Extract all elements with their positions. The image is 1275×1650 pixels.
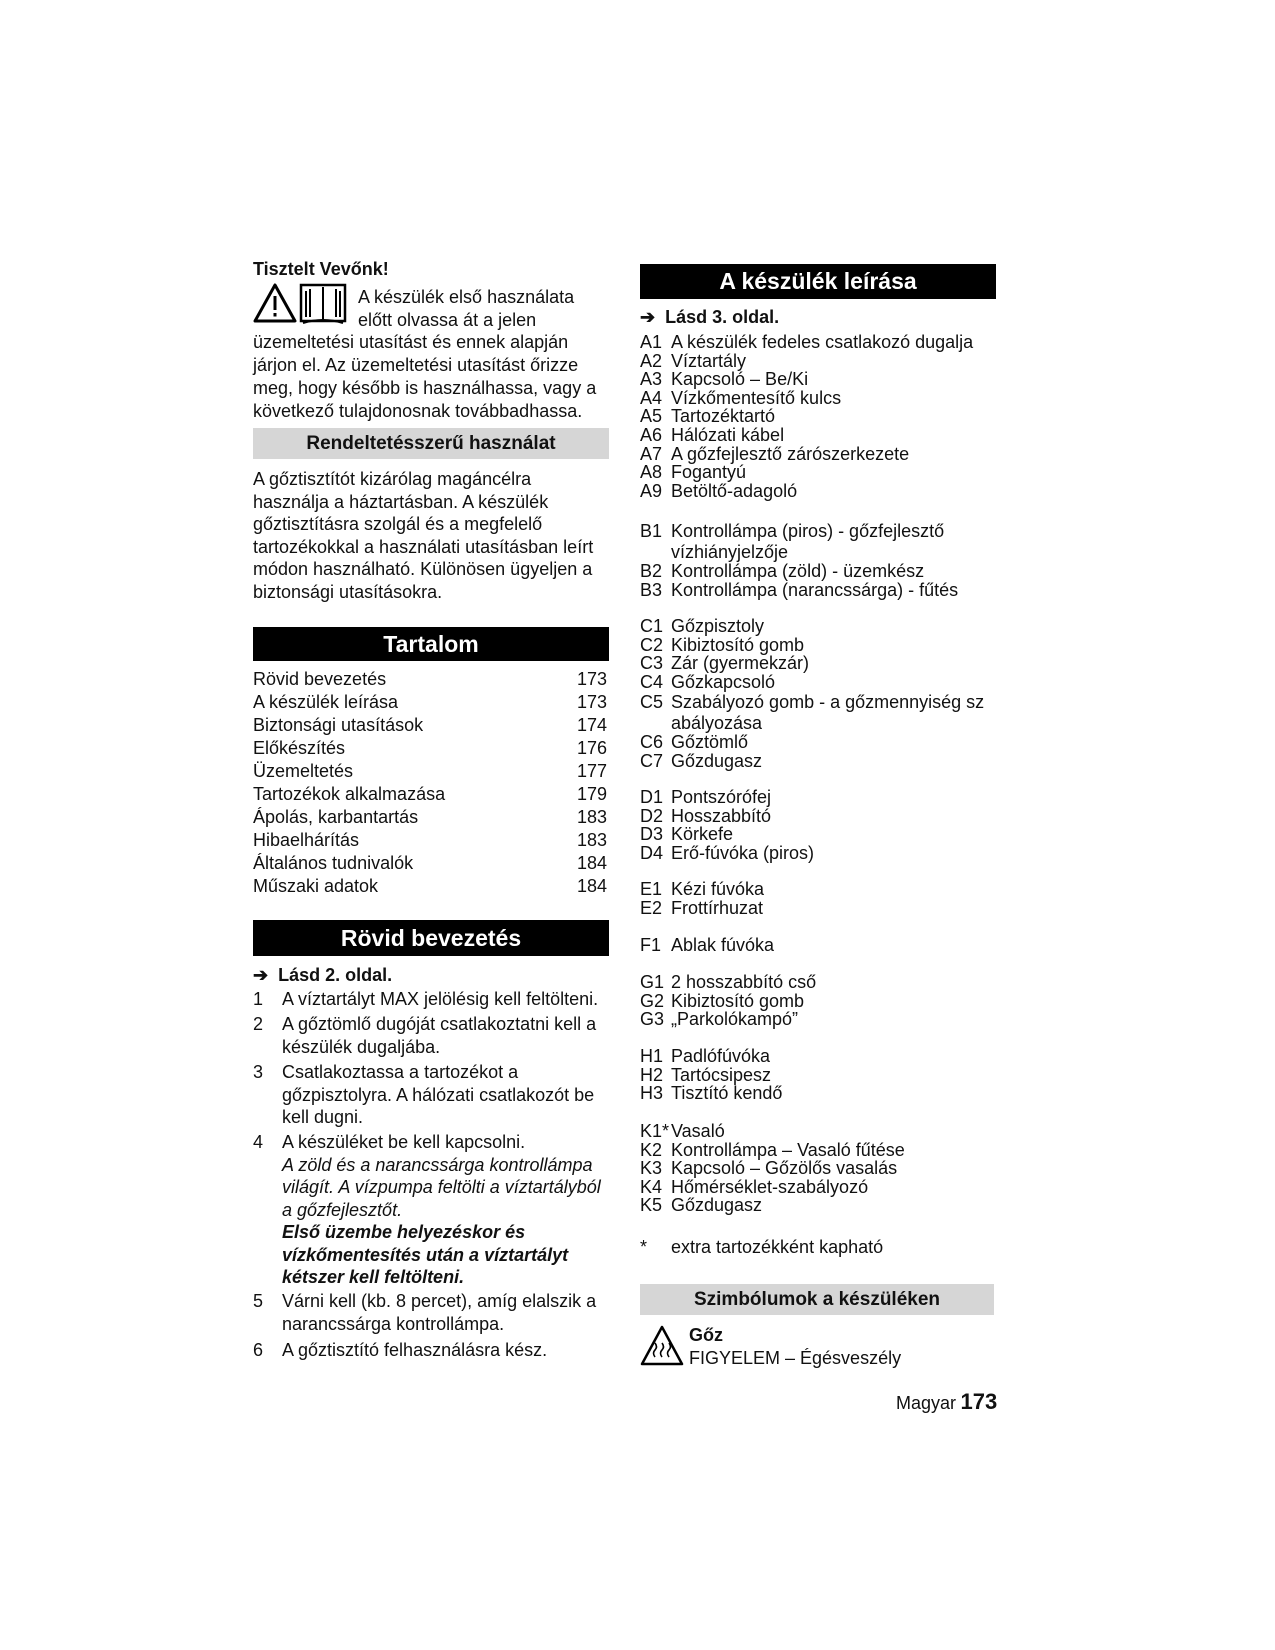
part-code: D1 — [640, 787, 664, 807]
part-code: C5 — [640, 692, 664, 713]
part-code: K1* — [640, 1121, 670, 1141]
part-label: Ablak fúvóka — [671, 935, 775, 955]
part-label: Kontrollámpa (piros) - gőzfejlesztő — [671, 521, 945, 541]
see-page-label: Lásd 2. oldal. — [278, 965, 393, 985]
intro-line-2: előtt olvassa át a jelen — [358, 310, 537, 330]
steam-symbol-title: Gőz — [689, 1325, 723, 1345]
step-line: A víztartályt MAX jelölésig kell feltölteni. — [282, 989, 599, 1009]
toc-row[interactable] — [253, 691, 607, 714]
part-label: „Parkolókampó” — [671, 1009, 799, 1030]
parts-group-g — [640, 973, 816, 1029]
footer-language: Magyar — [896, 1393, 957, 1413]
part-code: D2 — [640, 805, 664, 826]
toc-label: Hibaelhárítás — [253, 830, 360, 850]
part-item — [640, 1122, 905, 1141]
toc-row[interactable] — [253, 668, 607, 691]
part-code: K3 — [640, 1158, 663, 1179]
step-line: Várni kell (kb. 8 percet), amíg elalszik a — [282, 1291, 597, 1311]
part-label: Körkefe — [671, 824, 734, 845]
part-item — [640, 333, 973, 352]
part-label: Kibiztosító gomb — [671, 990, 805, 1011]
step-line: készülék dugaljába. — [282, 1036, 441, 1057]
intro-line-6: következő tulajdonosnak továbbadhassa. — [253, 401, 583, 421]
part-label: A gőzfejlesztő zárószerkezete — [671, 443, 910, 464]
part-label: Pontszórófej — [671, 787, 772, 807]
parts-group-d — [640, 788, 814, 862]
step-line: A készüléket be kell kapcsolni. — [282, 1132, 526, 1152]
part-item — [640, 352, 973, 371]
part-item — [640, 636, 984, 655]
description-heading: A készülék leírása — [640, 264, 996, 299]
part-label: Gőzdugasz — [671, 750, 763, 771]
part-label: Erő-fúvóka (piros) — [671, 842, 815, 863]
part-label: Kézi fúvóka — [671, 879, 765, 899]
step-number: 4 — [253, 1132, 264, 1152]
toc-row[interactable] — [253, 714, 607, 737]
part-item — [640, 370, 973, 389]
part-code: H3 — [640, 1083, 664, 1104]
greeting: Tisztelt Vevőnk! — [253, 259, 389, 279]
part-item — [640, 1159, 905, 1178]
part-item — [640, 899, 764, 918]
step-line: Csatlakoztassa a tartozékot a — [282, 1062, 519, 1082]
part-item — [640, 1066, 782, 1085]
part-code: C1 — [640, 616, 664, 636]
part-code: A5 — [640, 406, 663, 427]
part-label: Kontrollámpa – Vasaló fűtése — [671, 1139, 905, 1160]
part-label: Vasaló — [671, 1121, 725, 1141]
toc-row[interactable] — [253, 737, 607, 760]
part-label: Zár (gyermekzár) — [671, 653, 810, 674]
intro-line-1: A készülék első használata — [358, 287, 575, 307]
step-1-text — [282, 988, 598, 1011]
part-label: Kapcsoló – Gőzölős vasalás — [671, 1158, 898, 1179]
part-item — [640, 1178, 905, 1197]
toc-page: 183 — [576, 830, 607, 850]
part-code: A1 — [640, 332, 663, 352]
toc-page: 176 — [576, 738, 607, 758]
part-label-continued: vízhiányjelzője — [671, 542, 789, 562]
toc-page: 173 — [576, 669, 607, 689]
quick-start-see-page — [253, 964, 392, 987]
footnote — [640, 1238, 883, 1257]
part-label: Víztartály — [671, 350, 747, 371]
step-5-text — [282, 1290, 596, 1335]
toc-row[interactable] — [253, 760, 607, 783]
part-code: A2 — [640, 350, 663, 371]
intro-line-3: üzemeltetési utasítást és ennek alapján — [253, 332, 569, 352]
step-warning: kétszer kell feltölteni. — [282, 1267, 465, 1287]
part-label: Gőztömlő — [671, 732, 749, 753]
toc-heading: Tartalom — [253, 627, 609, 661]
part-code: B2 — [640, 561, 663, 581]
part-item — [640, 1141, 905, 1160]
part-label: Gőzpisztoly — [671, 616, 765, 636]
toc-label: Rövid bevezetés — [253, 669, 387, 689]
parts-group-k — [640, 1122, 905, 1215]
toc-page: 183 — [576, 807, 607, 827]
steam-hazard-icon — [640, 1325, 684, 1367]
part-code: D4 — [640, 842, 664, 863]
see-page-label: Lásd 3. oldal. — [665, 307, 780, 327]
step-warning: Első üzembe helyezéskor és — [282, 1222, 526, 1242]
part-label: 2 hosszabbító cső — [671, 972, 817, 992]
toc-label: Előkészítés — [253, 738, 346, 758]
part-item — [640, 520, 958, 542]
step-line: kell dugni. — [282, 1107, 364, 1127]
intro-icons — [253, 283, 349, 327]
part-code: A7 — [640, 443, 663, 464]
footnote-text: extra tartozékként kapható — [671, 1237, 884, 1257]
toc-row[interactable] — [253, 806, 607, 829]
steam-symbol-warning: FIGYELEM – Égésveszély — [689, 1348, 902, 1368]
manual-book-icon — [301, 285, 345, 323]
part-item — [640, 1047, 782, 1066]
part-item — [640, 807, 814, 826]
step-number: 3 — [253, 1062, 264, 1082]
arrow-right-icon: ➔ — [253, 965, 269, 985]
part-item — [640, 1196, 905, 1215]
part-label-continued: abályozása — [671, 713, 763, 734]
warning-icon — [253, 283, 349, 327]
part-item — [640, 463, 973, 482]
step-number: 5 — [253, 1291, 264, 1311]
parts-group-a — [640, 333, 973, 500]
part-item — [640, 407, 973, 426]
step-number: 6 — [253, 1340, 264, 1360]
part-item — [640, 542, 958, 562]
part-code: H2 — [640, 1064, 664, 1085]
toc-label: Általános tudnivalók — [253, 853, 414, 873]
part-code: C2 — [640, 634, 664, 655]
step-note: a gőzfejlesztőt. — [282, 1199, 403, 1220]
part-item — [640, 654, 984, 673]
part-code: A6 — [640, 424, 663, 445]
toc-row[interactable] — [253, 852, 607, 875]
part-label: Tartozéktartó — [671, 406, 776, 427]
symbols-heading: Szimbólumok a készüléken — [640, 1284, 994, 1315]
toc-row[interactable] — [253, 783, 607, 806]
part-label: Frottírhuzat — [671, 897, 764, 918]
step-line: gőzpisztolyra. A hálózati csatlakozót be — [282, 1084, 595, 1105]
parts-group-f — [640, 936, 774, 955]
part-label: Fogantyú — [671, 462, 747, 483]
part-item — [640, 691, 984, 713]
parts-group-h — [640, 1047, 782, 1103]
part-code: C4 — [640, 671, 664, 692]
part-label: Hálózati kábel — [671, 424, 785, 445]
part-code: D3 — [640, 824, 664, 845]
toc-row[interactable] — [253, 829, 607, 852]
part-label: Kontrollámpa (zöld) - üzemkész — [671, 561, 925, 581]
part-item — [640, 581, 958, 600]
intended-use-line: módon használható. Különösen ügyeljen a — [253, 559, 593, 579]
part-label: Tartócsipesz — [671, 1064, 772, 1085]
part-item — [640, 713, 984, 733]
part-item — [640, 617, 984, 636]
part-code: B3 — [640, 579, 663, 600]
part-item — [640, 973, 816, 992]
toc-page: 184 — [576, 876, 607, 896]
part-code: F1 — [640, 935, 662, 955]
step-number: 1 — [253, 989, 264, 1009]
part-code: E1 — [640, 879, 663, 899]
part-item — [640, 426, 973, 445]
step-4-text — [282, 1131, 601, 1289]
part-item — [640, 1084, 782, 1103]
part-code: K5 — [640, 1195, 663, 1216]
part-item — [640, 562, 958, 581]
description-see-page — [640, 306, 779, 329]
step-line: A gőztisztító felhasználásra kész. — [282, 1340, 548, 1360]
intended-use-line: használja a háztartásban. A készülék — [253, 491, 549, 512]
toc-page: 174 — [576, 715, 607, 735]
part-code: A8 — [640, 462, 663, 483]
step-6-text — [282, 1339, 547, 1362]
toc-label: Biztonsági utasítások — [253, 715, 424, 735]
toc-label: Üzemeltetés — [253, 761, 354, 781]
page-footer — [896, 1389, 997, 1415]
toc-label: Tartozékok alkalmazása — [253, 784, 446, 804]
arrow-right-icon: ➔ — [640, 307, 656, 327]
parts-group-b — [640, 520, 958, 599]
toc-page: 173 — [576, 692, 607, 712]
intro-line-4: járjon el. Az üzemeltetési utasítást őrizze — [253, 355, 579, 375]
intended-use-line: A gőztisztítót kizárólag magáncélra — [253, 469, 532, 489]
toc-page: 179 — [576, 784, 607, 804]
part-label: Gőzdugasz — [671, 1195, 763, 1216]
part-label: Tisztító kendő — [671, 1083, 783, 1104]
part-code: H1 — [640, 1046, 664, 1066]
intro-line-5: meg, hogy később is használhassa, vagy a — [253, 378, 597, 398]
toc-label: A készülék leírása — [253, 692, 399, 712]
part-code: A4 — [640, 387, 663, 408]
part-label: Kontrollámpa (narancssárga) - fűtés — [671, 579, 959, 600]
part-label: Vízkőmentesítő kulcs — [671, 387, 842, 408]
step-note: A zöld és a narancssárga kontrollámpa — [282, 1154, 593, 1175]
part-label: Padlófúvóka — [671, 1046, 771, 1066]
part-code: A9 — [640, 480, 663, 501]
toc-label: Ápolás, karbantartás — [253, 807, 419, 827]
part-code: C6 — [640, 732, 664, 753]
toc-page: 184 — [576, 853, 607, 873]
toc-label: Műszaki adatok — [253, 876, 379, 896]
part-label: Betöltő-adagoló — [671, 480, 798, 501]
intended-use-text — [253, 468, 613, 603]
part-label: A készülék fedeles csatlakozó dugalja — [671, 332, 974, 352]
part-label: Gőzkapcsoló — [671, 671, 776, 692]
toc-page: 177 — [576, 761, 607, 781]
intended-use-line: biztonsági utasításokra. — [253, 581, 443, 602]
parts-group-e — [640, 880, 764, 917]
toc-row[interactable] — [253, 875, 607, 898]
part-code: K4 — [640, 1176, 663, 1197]
part-code: C7 — [640, 750, 664, 771]
part-item — [640, 936, 774, 955]
part-code: G1 — [640, 972, 665, 992]
part-label: Hosszabbító — [671, 805, 772, 826]
part-item — [640, 844, 814, 863]
part-item — [640, 482, 973, 501]
part-item — [640, 752, 984, 771]
parts-group-c — [640, 617, 984, 771]
part-code: G3 — [640, 1009, 665, 1030]
step-line: A gőztömlő dugóját csatlakoztatni kell a — [282, 1014, 597, 1034]
footnote-mark: * — [640, 1237, 648, 1257]
part-label: Hőmérséklet-szabályozó — [671, 1176, 869, 1197]
part-label: Kibiztosító gomb — [671, 634, 805, 655]
part-item — [640, 992, 816, 1011]
part-item — [640, 733, 984, 752]
step-number: 2 — [253, 1014, 264, 1034]
intended-use-line: tartozékokkal a használati utasításban leírt — [253, 536, 594, 557]
step-line: narancssárga kontrollámpa. — [282, 1313, 505, 1334]
step-2-text — [282, 1013, 596, 1058]
part-item — [640, 880, 764, 899]
part-label: Szabályozó gomb - a gőzmennyiség sz — [671, 692, 985, 713]
part-code: B1 — [640, 521, 663, 541]
part-code: C3 — [640, 653, 664, 674]
part-label: Kapcsoló – Be/Ki — [671, 369, 809, 390]
part-item — [640, 445, 973, 464]
intended-use-heading: Rendeltetésszerű használat — [253, 428, 609, 459]
part-code: K2 — [640, 1139, 663, 1160]
part-item — [640, 389, 973, 408]
step-3-text — [282, 1061, 594, 1129]
part-item — [640, 1010, 816, 1029]
part-code: E2 — [640, 897, 663, 918]
page-number: 173 — [960, 1389, 998, 1414]
part-item — [640, 673, 984, 692]
part-code: G2 — [640, 990, 665, 1011]
part-code: A3 — [640, 369, 663, 390]
step-note: világít. A vízpumpa feltölti a víztartályból — [282, 1177, 601, 1197]
part-item — [640, 825, 814, 844]
part-item — [640, 788, 814, 807]
intended-use-line: gőztisztításra szolgál és a megfelelő — [253, 514, 543, 534]
step-warning: vízkőmentesítés után a víztartályt — [282, 1244, 569, 1265]
quick-start-heading: Rövid bevezetés — [253, 920, 609, 956]
